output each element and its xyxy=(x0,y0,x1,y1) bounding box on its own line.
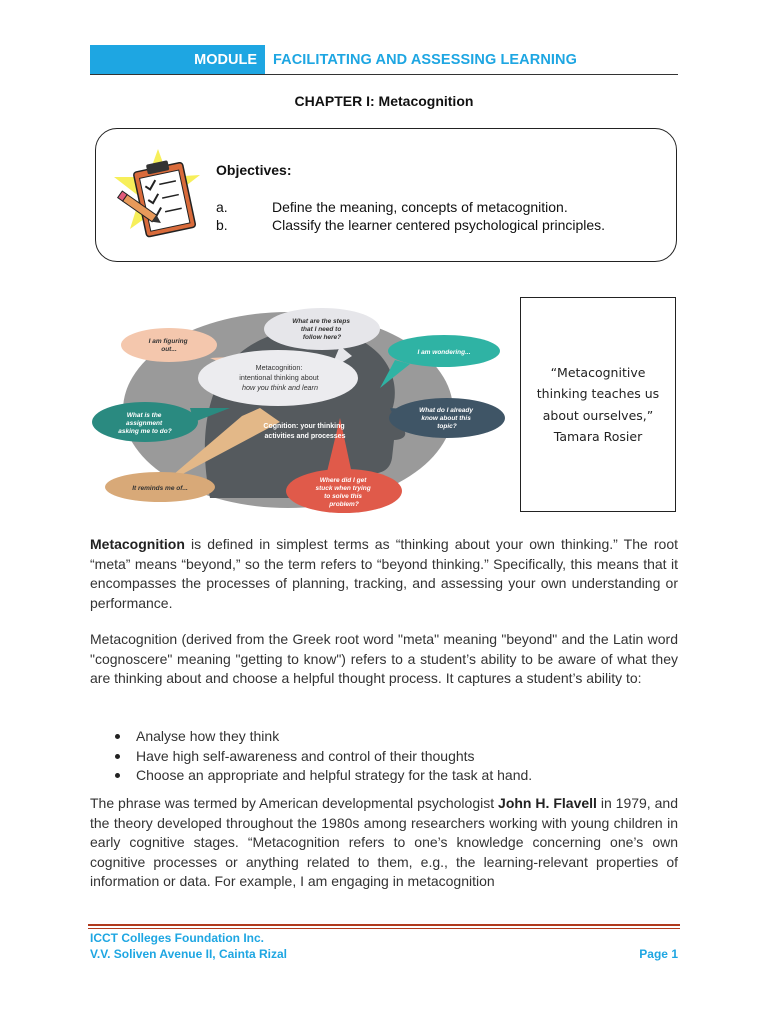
quote-text xyxy=(537,362,659,448)
footer-address: V.V. Soliven Avenue II, Cainta Rizal xyxy=(90,947,287,961)
diagram-bubble xyxy=(264,308,380,350)
diagram-bubble xyxy=(388,335,500,367)
objectives-title: Objectives: xyxy=(216,162,292,178)
objective-letter: b. xyxy=(216,217,228,233)
module-title: FACILITATING AND ASSESSING LEARNING xyxy=(273,51,577,68)
quote-line: thinking teaches us xyxy=(536,386,660,401)
objective-text: Classify the learner centered psychological principles. xyxy=(272,217,606,233)
paragraph-etymology: Metacognition (derived from the Greek root word "meta" meaning "beyond" and the Latin word "cognoscere" meaning "getting to know") refers to a student’s ability to be aware of what they are thinking about and choose a helpful thought process. It captures a student’s ability to: xyxy=(90,631,678,686)
term-metacognition: Metacognition xyxy=(90,536,185,552)
paragraph-text: The phrase was termed by American developmental psychologist xyxy=(90,795,499,811)
paragraph-definition xyxy=(90,535,678,613)
diagram-center-line: Cognition: your thinking xyxy=(263,423,345,430)
quote-box xyxy=(520,297,676,512)
paragraph-text: in 1979, and the theory developed throughout the 1980s among researchers working with young children in early cognitive stages. “Metacognition refers to one’s knowledge concerning one’s own cognitive processes or anything related to them, e.g., the learning-relevant properties of information or data. For example, I am engaging in metacognition xyxy=(90,795,678,889)
svg-text:It reminds me of...: It reminds me of... xyxy=(132,485,188,492)
list-item: Analyse how they think xyxy=(90,727,678,747)
footer-rule xyxy=(88,928,680,929)
diagram-bubble xyxy=(92,402,198,442)
list-item: Choose an appropriate and helpful strategy for the task at hand. xyxy=(90,766,678,786)
diagram-center-line: how you think and learn xyxy=(242,383,318,392)
objectives-box xyxy=(95,128,677,262)
page-number: Page 1 xyxy=(639,947,678,961)
paragraph-history xyxy=(90,794,678,892)
ability-list xyxy=(90,727,678,786)
diagram-bubble xyxy=(389,398,505,438)
objective-letter: a. xyxy=(216,199,228,215)
paragraph-text: is defined in simplest terms as “thinking about your own thinking.” The root “meta” means “beyond,” so the term refers to “beyond thinking.” Specifically, this means that it encompasses the processes of planning, tracking, and assessing your own understanding or performance. xyxy=(90,536,678,611)
diagram-center-line: activities and processes xyxy=(264,433,346,440)
svg-text:What are the steps that: What are the steps that I need to follow here? xyxy=(292,318,350,341)
svg-text:I am wondering...: I am wondering... xyxy=(417,349,471,356)
svg-text:Where did I get stuck wh: Where did I get stuck when trying to solve this problem? xyxy=(315,477,371,508)
clipboard-checklist-icon xyxy=(108,147,208,247)
diagram-bubble xyxy=(286,469,402,513)
svg-text:What is the assignment: What is the assignment asking me to do? xyxy=(118,412,172,435)
footer-org: ICCT Colleges Foundation Inc. xyxy=(90,931,264,945)
objective-text: Define the meaning, concepts of metacognition. xyxy=(272,199,568,215)
footer-rule xyxy=(88,924,680,926)
quote-line: “Metacognitive xyxy=(550,364,646,380)
module-label: MODULE xyxy=(90,45,265,74)
page-header xyxy=(90,45,678,75)
name-flavell: John H. Flavell xyxy=(498,795,597,811)
diagram-bubble xyxy=(105,472,215,502)
diagram-center-line: Metacognition: xyxy=(255,363,303,372)
objective-item xyxy=(216,199,568,215)
quote-line: about ourselves,” xyxy=(542,407,654,423)
svg-text:What do I already know a: What do I already know about this topic? xyxy=(419,407,474,430)
diagram-bubble xyxy=(121,328,217,362)
list-item: Have high self-awareness and control of their thoughts xyxy=(90,747,678,767)
metacognition-diagram xyxy=(90,298,510,518)
quote-author: Tamara Rosier xyxy=(553,429,643,444)
chapter-title: CHAPTER I: Metacognition xyxy=(294,93,474,109)
svg-text:I am figuring out...: I am figuring out... xyxy=(148,338,188,353)
objective-item xyxy=(216,217,605,233)
diagram-center-line: intentional thinking about xyxy=(239,373,319,382)
